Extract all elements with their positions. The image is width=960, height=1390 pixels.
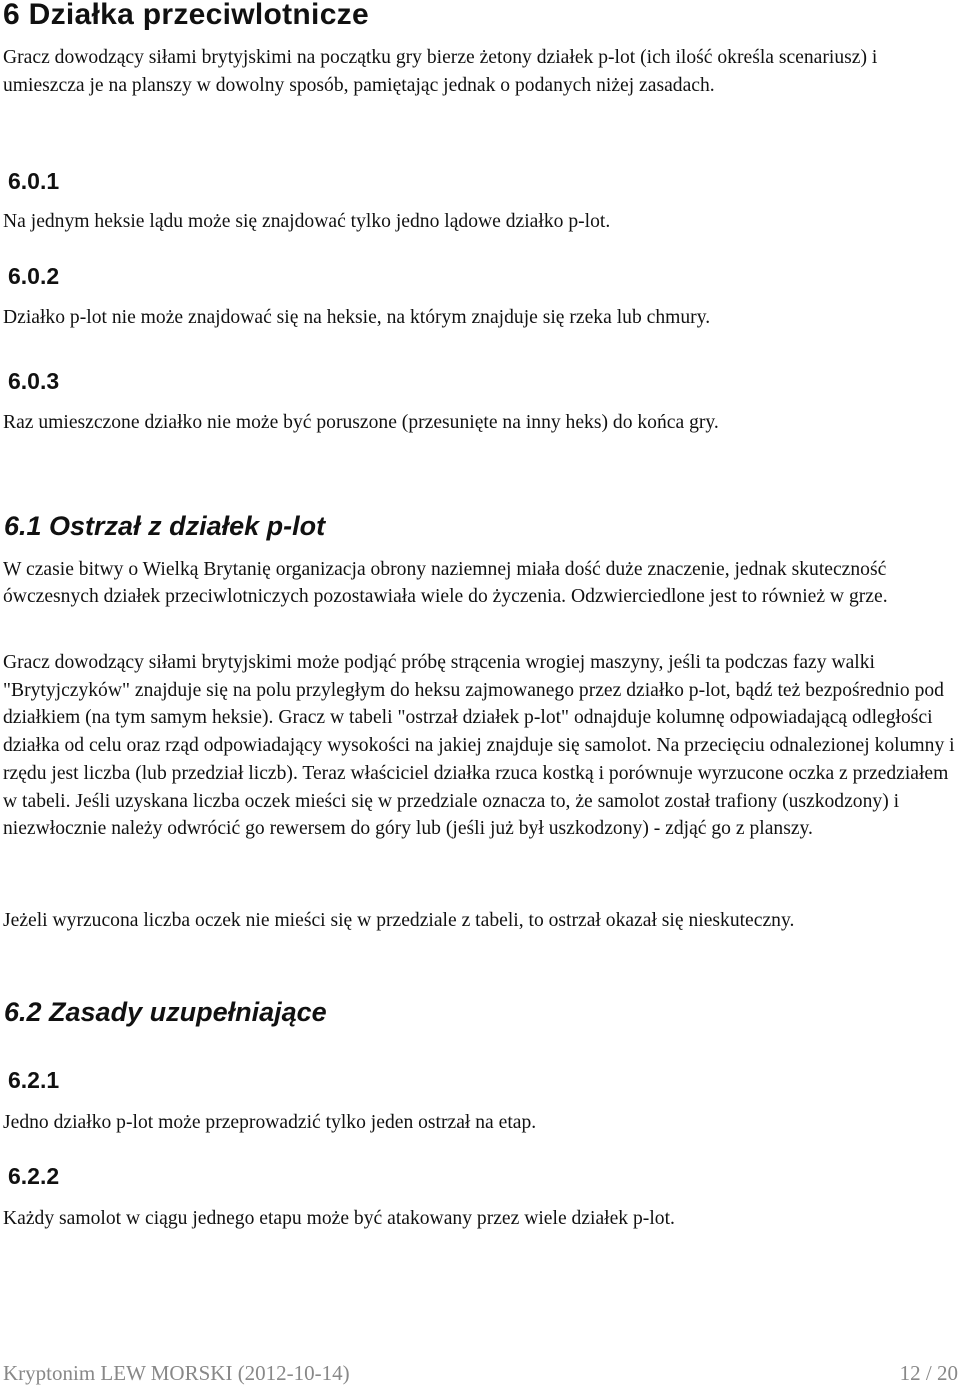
rule-text-6-0-2: Działko p-lot nie może znajdować się na heksie, na którym znajduje się rzeka lub chmury. bbox=[3, 307, 711, 328]
section-heading-6-1: 6.1 Ostrzał z działek p-lot bbox=[4, 511, 326, 541]
rule-number-6-2-1: 6.2.1 bbox=[8, 1067, 60, 1093]
section-heading-6-2: 6.2 Zasady uzupełniające bbox=[4, 997, 327, 1027]
rule-number-6-0-1: 6.0.1 bbox=[8, 168, 60, 194]
rule-text-6-2-2: Każdy samolot w ciągu jednego etapu może być atakowany przez wiele działek p-lot. bbox=[3, 1208, 675, 1229]
section-6-1-paragraph-3: Jeżeli wyrzucona liczba oczek nie mieści się w przedziale z tabeli, to ostrzał okazał się nieskuteczny. bbox=[3, 910, 795, 931]
footer-page-number: 12 / 20 bbox=[899, 1361, 958, 1385]
rule-number-6-0-2: 6.0.2 bbox=[8, 263, 60, 289]
rule-number-6-0-3: 6.0.3 bbox=[8, 368, 60, 394]
chapter-heading: 6 Działka przeciwlotnicze bbox=[3, 0, 369, 31]
rule-number-6-2-2: 6.2.2 bbox=[8, 1163, 60, 1189]
footer-document-title: Kryptonim LEW MORSKI (2012-10-14) bbox=[3, 1361, 350, 1385]
intro-paragraph: Gracz dowodzący siłami brytyjskimi na początku gry bierze żetony działek p-lot (ich ilość określa scenariusz) i umieszcza je na planszy w dowolny sposób, pamiętając jednak o podanych niżej zasadach. bbox=[3, 47, 878, 96]
rule-text-6-0-3: Raz umieszczone działko nie może być poruszone (przesunięte na inny heks) do końca gry. bbox=[3, 412, 719, 433]
section-6-1-paragraph-2: Gracz dowodzący siłami brytyjskimi może podjąć próbę strącenia wrogiej maszyny, jeśli ta podczas fazy walki "Brytyjczyków" znajduje się na polu przyległym do heksu zajmowanego przez działko p-lot, bądź też bezpośrednio pod działkiem (na tym samym heksie). Gracz w tabeli "ostrzał działek p-lot" odnajduje kolumnę odpowiadającą odległości działka od celu oraz rząd odpowiadający wysokości na jakiej znajduje się samolot. Na przecięciu odnalezionej kolumny i rzędu jest liczba (lub przedział liczb). Teraz właściciel działka rzuca kostką i porównuje wyrzucone oczka z przedziałem w tabeli. Jeśli uzyskana liczba oczek mieści się w przedziale oznacza to, że samolot został trafiony (uszkodzony) i niezwłocznie należy odwrócić go rewersem do góry lub (jeśli już był uszkodzony) - zdjąć go z planszy. bbox=[3, 652, 955, 840]
rule-text-6-0-1: Na jednym heksie lądu może się znajdować tylko jedno lądowe działko p-lot. bbox=[3, 211, 611, 232]
rule-text-6-2-1: Jedno działko p-lot może przeprowadzić tylko jeden ostrzał na etap. bbox=[3, 1112, 537, 1133]
section-6-1-paragraph-1: W czasie bitwy o Wielką Brytanię organizacja obrony naziemnej miała dość duże znaczenie, jednak skuteczność ówczesnych działek przeciwlotniczych pozostawiała wiele do życzenia. Odzwierciedlone jest to również w grze. bbox=[3, 559, 888, 607]
